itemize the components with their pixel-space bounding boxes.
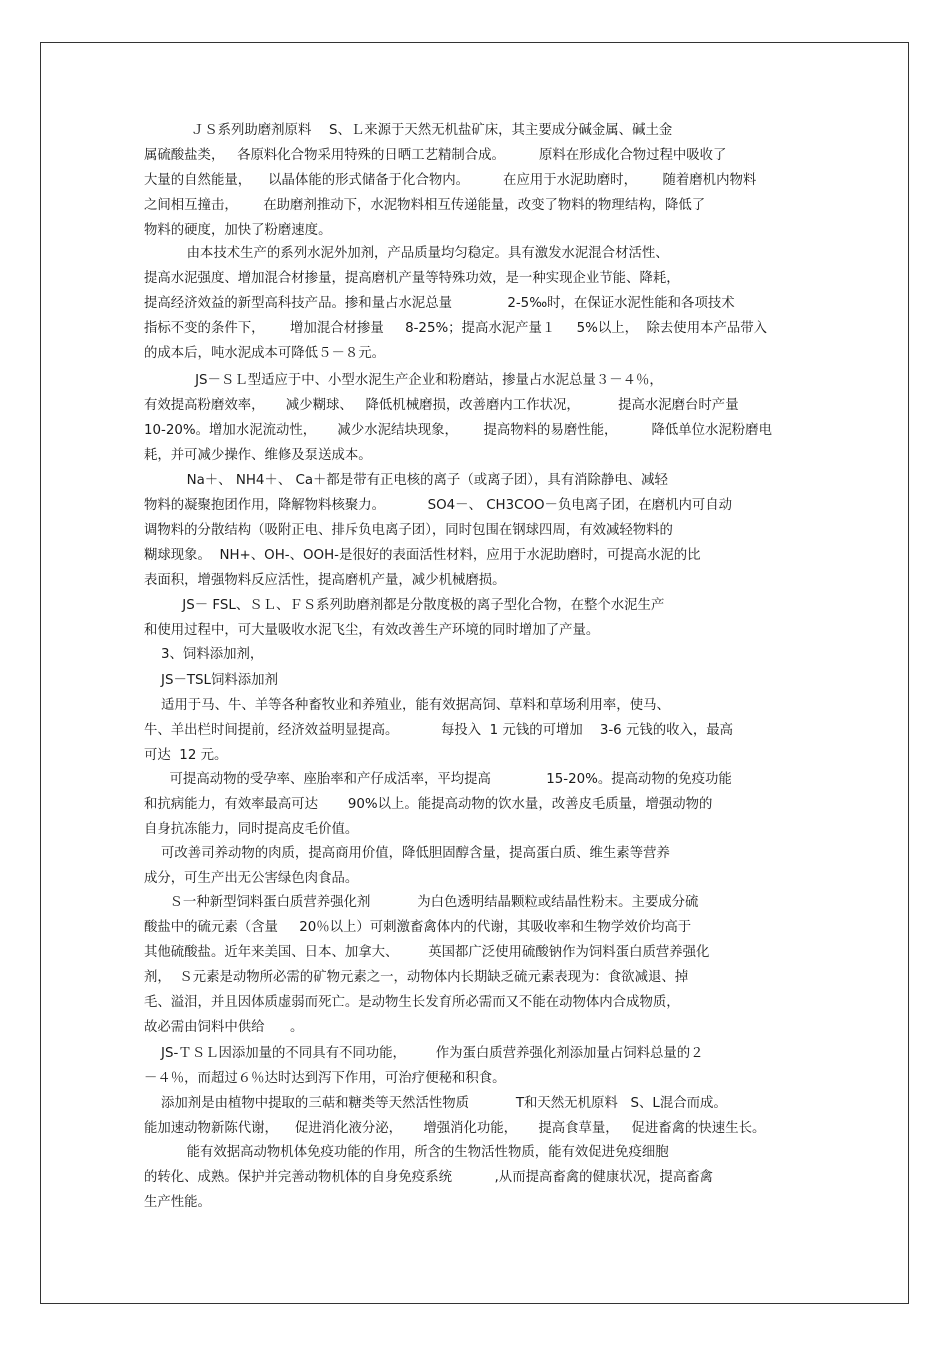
text-line: 10-20%。增加水泥流动性， 减少水泥结块现象， 提高物料的易磨性能， 降低单位水泥粉磨电 [144, 423, 772, 438]
text-line: 大量的自然能量， 以晶体能的形式储备于化合物内。 在应用于水泥助磨时， 随着磨机内物料 [144, 173, 757, 188]
text-line: 提高水泥强度、增加混合材掺量，提高磨机产量等特殊功效，是一种实现企业节能、降耗， [144, 271, 680, 286]
text-line: 调物料的分散结构（吸附正电、排斥负电离子团），同时包围在钢球四周，有效减轻物料的 [144, 523, 673, 538]
text-line: 的成本后，吨水泥成本可降低５－８元。 [144, 346, 386, 361]
text-line: 其他硫酸盐。近年来美国、日本、加拿大、 英国都广泛使用硫酸钠作为饲料蛋白质营养强化 [144, 945, 710, 960]
text-line: Ｓ一种新型饲料蛋白质营养强化剂 为白色透明结晶颗粒或结晶性粉末。主要成分硫 [144, 895, 699, 910]
text-line: 指标不变的条件下， 增加混合材掺量 8-25%；提高水泥产量１ 5%以上， 除去使用本产品带入 [144, 321, 768, 336]
text-line: Na＋、 NH4＋、 Ca＋都是带有正电核的离子（或离子团），具有消除静电、减轻 [144, 473, 668, 488]
text-line: JS－ FSL、ＳＬ、ＦＳ系列助磨剂都是分散度极的离子型化合物，在整个水泥生产 [144, 598, 665, 613]
text-line: 自身抗冻能力，同时提高皮毛价值。 [144, 822, 359, 837]
text-line: 可改善司养动物的肉质，提高商用价值，降低胆固醇含量，提高蛋白质、维生素等营养 [144, 846, 670, 861]
text-line: 能加速动物新陈代谢， 促进消化液分泌， 增强消化功能， 提高食草量， 促进畜禽的快速生长。 [144, 1121, 766, 1136]
text-line: JS－ＳＬ型适应于中、小型水泥生产企业和粉磨站，掺量占水泥总量３－４％， [144, 373, 663, 388]
text-line: JS－TSL饲料添加剂 [144, 673, 278, 688]
text-line: 添加剂是由植物中提取的三萜和糖类等天然活性物质 T和天然无机原料 S、L混合而成。 [144, 1096, 727, 1111]
text-line: 牛、羊出栏时间提前，经济效益明显提高。 每投入 1 元钱的可增加 3-6 元钱的收入，最高 [144, 723, 734, 738]
text-line: 毛、溢泪，并且因体质虚弱而死亡。是动物生长发育所必需而又不能在动物体内合成物质， [144, 995, 680, 1010]
text-line: 物料的硬度，加快了粉磨速度。 [144, 223, 332, 238]
text-line: 3、饲料添加剂， [144, 647, 264, 662]
text-line: 能有效据高动物机体免疫功能的作用，所含的生物活性物质，能有效促进免疫细胞 [144, 1145, 669, 1160]
text-line: 之间相互撞击， 在助磨剂推动下，水泥物料相互传递能量，改变了物料的物理结构，降低了 [144, 198, 706, 213]
text-line: JS-ＴＳＬ因添加量的不同具有不同功能， 作为蛋白质营养强化剂添加量占饲料总量的２ [144, 1046, 704, 1061]
text-line: 生产性能。 [144, 1195, 211, 1210]
text-line: 适用于马、牛、羊等各种畜牧业和养殖业，能有效据高饲、草料和草场利用率，使马、 [144, 698, 670, 713]
text-line: 和使用过程中，可大量吸收水泥飞尘，有效改善生产环境的同时增加了产量。 [144, 623, 600, 638]
text-line: 由本技术生产的系列水泥外加剂，产品质量均匀稳定。具有激发水泥混合材活性、 [144, 246, 669, 261]
text-line: 属硫酸盐类， 各原料化合物采用特殊的日晒工艺精制合成。 原料在形成化合物过程中吸收了 [144, 148, 727, 163]
text-line: 成分，可生产出无公害绿色肉食品。 [144, 871, 359, 886]
text-line: 的转化、成熟。保护并完善动物机体的自身免疫系统 ,从而提高畜禽的健康状况，提高畜禽 [144, 1170, 714, 1185]
text-line: 剂， Ｓ元素是动物所必需的矿物元素之一，动物体内长期缺乏硫元素表现为：食欲减退、掉 [144, 970, 689, 985]
text-line: －４％，而超过６％达时达到泻下作用，可治疗便秘和积食。 [144, 1071, 506, 1086]
text-line: 物料的凝聚抱团作用，降解物料核聚力。 SO4－、 CH3COO－负电离子团，在磨机内可自动 [144, 498, 733, 513]
text-line: 有效提高粉磨效率， 减少糊球、 降低机械磨损，改善磨内工作状况， 提高水泥磨台时产量 [144, 398, 739, 413]
text-line: 糊球现象。 NH+、OH-、OOH-是很好的表面活性材料，应用于水泥助磨时，可提高水泥的比 [144, 548, 701, 563]
text-line: 表面积，增强物料反应活性，提高磨机产量，减少机械磨损。 [144, 573, 506, 588]
text-line: 酸盐中的硫元素（含量 20％以上）可刺激畜禽体内的代谢，其吸收率和生物学效价均高于 [144, 920, 692, 935]
text-line: ＪＳ系列助磨剂原料 S、Ｌ来源于天然无机盐矿床，其主要成分碱金属、碱土金 [144, 123, 673, 138]
text-line: 可达 12 元。 [144, 748, 228, 763]
text-line: 和抗病能力，有效率最高可达 90%以上。能提高动物的饮水量，改善皮毛质量，增强动物的 [144, 797, 713, 812]
text-line: 可提高动物的受孕率、座胎率和产仔成活率，平均提高 15-20%。提高动物的免疫功能 [144, 772, 732, 787]
text-line: 提高经济效益的新型高科技产品。掺和量占水泥总量 2-5‰时，在保证水泥性能和各项技术 [144, 296, 735, 311]
text-line: 故必需由饲料中供给 。 [144, 1020, 304, 1035]
text-line: 耗，并可减少操作、维修及泵送成本。 [144, 448, 372, 463]
